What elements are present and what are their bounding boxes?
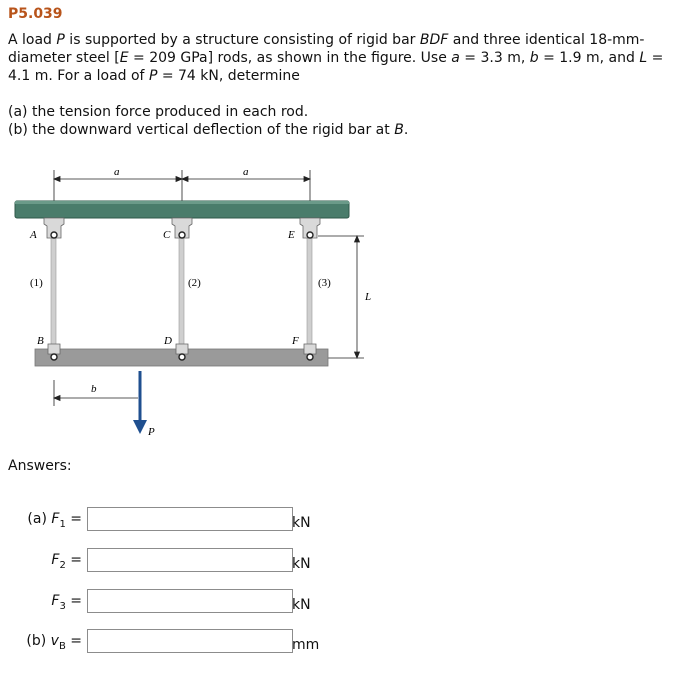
answer-label-vB: (b) $v_B$ = [26,633,82,652]
answers-heading: Answers: [8,458,72,474]
label-rod1: (1) [30,277,43,289]
rods [51,238,312,353]
label-F: F [292,335,299,347]
vB-input[interactable] [87,629,293,653]
F1-input[interactable] [87,507,293,531]
structure-figure [0,158,400,448]
question-parts [8,103,408,139]
F3-unit: kN [292,597,311,613]
problem-id: P5.039 [8,6,63,22]
answer-label-F1: (a) $F_1$ = [27,511,82,530]
label-rod3: (3) [318,277,331,289]
label-A: A [30,229,37,241]
label-C: C [163,229,171,241]
rod-3 [307,238,312,353]
F2-input[interactable] [87,548,293,572]
F3-input[interactable] [87,589,293,613]
part-a-text: (a) the tension force produced in each rod. [8,104,309,120]
label-E: E [288,229,295,241]
label-P: P [148,426,155,438]
label-a1: a [114,166,120,178]
label-b: b [91,383,97,395]
label-L: L [365,291,372,303]
rod-1 [51,238,56,353]
part-b-text: (b) the downward vertical deflection of the rigid bar at B. [8,122,409,138]
answer-label-F2: $F_2$ = [51,552,82,571]
label-D: D [164,335,172,347]
vB-unit: mm [292,637,320,653]
load-arrow-P [133,371,147,434]
rod-2 [179,238,184,353]
answer-label-F3: $F_3$ = [51,593,82,612]
F1-unit: kN [292,515,311,531]
problem-statement: A load P is supported by a structure consisting of rigid bar BDF and three identical 18-mm-diameter steel [E = 209 GPa] rods, as shown in the figure. Use a = 3.3 m, b = 1.9 m, and L = 4.1 m. For a load of P = 74 kN, determine [8,32,664,84]
F2-unit: kN [292,556,311,572]
label-a2: a [243,166,249,178]
label-rod2: (2) [188,277,201,289]
label-B: B [37,335,44,347]
